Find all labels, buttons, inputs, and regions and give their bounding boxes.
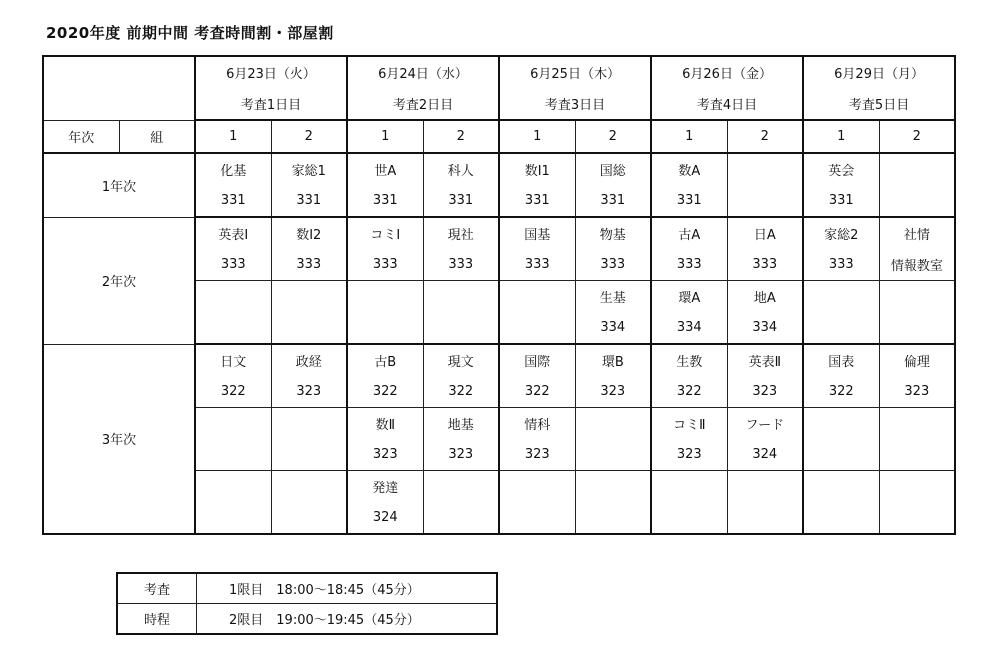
room-cell (195, 502, 271, 534)
subject-cell (727, 153, 803, 185)
subject-cell (347, 281, 423, 313)
room-cell (879, 439, 955, 471)
room-cell: 323 (499, 439, 575, 471)
subject-cell: 家総1 (271, 153, 347, 185)
subject-cell: 化基 (195, 153, 271, 185)
day-label: 考査5日目 (803, 88, 955, 120)
room-cell (879, 185, 955, 217)
room-cell: 324 (347, 502, 423, 534)
room-cell (423, 502, 499, 534)
year-header: 年次 (43, 120, 119, 153)
room-cell: 322 (499, 376, 575, 408)
subject-cell (271, 471, 347, 503)
schedule-label-bottom: 時程 (117, 604, 197, 635)
grade-label: 1年次 (43, 153, 195, 217)
room-cell: 323 (651, 439, 727, 471)
subject-cell (195, 471, 271, 503)
subject-cell: 情科 (499, 408, 575, 440)
room-cell: 333 (195, 249, 271, 281)
subject-cell (575, 408, 651, 440)
room-cell: 333 (499, 249, 575, 281)
room-cell (499, 312, 575, 344)
room-cell: 323 (727, 376, 803, 408)
class-number: 1 (347, 120, 423, 153)
grade-label: 3年次 (43, 344, 195, 534)
subject-cell: 英表Ⅱ (727, 344, 803, 376)
room-cell: 334 (727, 312, 803, 344)
subject-cell (879, 471, 955, 503)
grade-label: 2年次 (43, 217, 195, 344)
room-cell: 322 (347, 376, 423, 408)
room-cell: 333 (727, 249, 803, 281)
room-cell: 331 (575, 185, 651, 217)
room-cell: 334 (651, 312, 727, 344)
subject-cell: 英表Ⅰ (195, 217, 271, 249)
room-cell (803, 439, 879, 471)
subject-cell: 古B (347, 344, 423, 376)
corner-cell (43, 56, 195, 120)
class-header: 組 (119, 120, 195, 153)
room-cell (575, 439, 651, 471)
subject-cell: 発達 (347, 471, 423, 503)
subject-cell: 数Ⅰ2 (271, 217, 347, 249)
class-number: 2 (727, 120, 803, 153)
room-cell (271, 439, 347, 471)
day-label: 考査3日目 (499, 88, 651, 120)
day-label: 考査1日目 (195, 88, 347, 120)
subject-cell (271, 408, 347, 440)
class-number: 2 (271, 120, 347, 153)
subject-cell (271, 281, 347, 313)
room-cell (651, 502, 727, 534)
room-cell (195, 312, 271, 344)
room-cell: 323 (347, 439, 423, 471)
subject-cell (195, 408, 271, 440)
room-cell: 333 (575, 249, 651, 281)
timetable (42, 55, 956, 535)
subject-cell (803, 408, 879, 440)
subject-cell (195, 281, 271, 313)
room-cell (195, 439, 271, 471)
room-cell (347, 312, 423, 344)
subject-cell: フード (727, 408, 803, 440)
subject-cell (423, 281, 499, 313)
room-cell: 322 (195, 376, 271, 408)
room-cell: 333 (651, 249, 727, 281)
subject-cell (879, 408, 955, 440)
subject-cell: 国表 (803, 344, 879, 376)
room-cell: 331 (499, 185, 575, 217)
room-cell: 322 (423, 376, 499, 408)
subject-cell: 環B (575, 344, 651, 376)
room-cell: 323 (423, 439, 499, 471)
subject-cell (499, 471, 575, 503)
room-cell (499, 502, 575, 534)
period-2: 2限目 19:00～19:45（45分） (197, 604, 498, 635)
day-label: 考査2日目 (347, 88, 499, 120)
room-cell: 331 (271, 185, 347, 217)
subject-cell: 日文 (195, 344, 271, 376)
room-cell: 情報教室 (879, 249, 955, 281)
schedule-label-top: 考査 (117, 573, 197, 604)
room-cell: 331 (803, 185, 879, 217)
class-number: 1 (651, 120, 727, 153)
subject-cell: 家総2 (803, 217, 879, 249)
subject-cell (423, 471, 499, 503)
class-number: 2 (423, 120, 499, 153)
room-cell: 331 (347, 185, 423, 217)
subject-cell (575, 471, 651, 503)
room-cell: 323 (271, 376, 347, 408)
room-cell: 331 (651, 185, 727, 217)
room-cell: 334 (575, 312, 651, 344)
subject-cell: 数Ⅱ (347, 408, 423, 440)
room-cell: 323 (879, 376, 955, 408)
subject-cell (879, 153, 955, 185)
subject-cell: 現社 (423, 217, 499, 249)
subject-cell: コミⅠ (347, 217, 423, 249)
subject-cell (651, 471, 727, 503)
room-cell: 333 (803, 249, 879, 281)
subject-cell: 政経 (271, 344, 347, 376)
subject-cell: 社情 (879, 217, 955, 249)
subject-cell: 日A (727, 217, 803, 249)
subject-cell: 生教 (651, 344, 727, 376)
subject-cell: 生基 (575, 281, 651, 313)
subject-cell: 環A (651, 281, 727, 313)
room-cell: 322 (651, 376, 727, 408)
subject-cell (499, 281, 575, 313)
room-cell (727, 185, 803, 217)
room-cell: 323 (575, 376, 651, 408)
class-number: 1 (195, 120, 271, 153)
subject-cell: 国基 (499, 217, 575, 249)
room-cell (727, 502, 803, 534)
room-cell (879, 312, 955, 344)
room-cell (803, 502, 879, 534)
subject-cell: 地基 (423, 408, 499, 440)
day-date: 6月24日（水） (347, 56, 499, 88)
subject-cell: 国際 (499, 344, 575, 376)
subject-cell: 世A (347, 153, 423, 185)
subject-cell: 科人 (423, 153, 499, 185)
room-cell: 333 (423, 249, 499, 281)
class-number: 1 (803, 120, 879, 153)
subject-cell: 現文 (423, 344, 499, 376)
room-cell (271, 312, 347, 344)
room-cell: 322 (803, 376, 879, 408)
subject-cell: 数Ⅰ1 (499, 153, 575, 185)
subject-cell: 地A (727, 281, 803, 313)
day-label: 考査4日目 (651, 88, 803, 120)
day-date: 6月29日（月） (803, 56, 955, 88)
day-date: 6月26日（金） (651, 56, 803, 88)
room-cell: 333 (271, 249, 347, 281)
period-1: 1限目 18:00～18:45（45分） (197, 573, 498, 604)
page-title: 2020年度 前期中間 考査時間割・部屋割 (46, 24, 334, 42)
room-cell (575, 502, 651, 534)
subject-cell (727, 471, 803, 503)
room-cell: 324 (727, 439, 803, 471)
room-cell (423, 312, 499, 344)
day-date: 6月25日（木） (499, 56, 651, 88)
room-cell: 333 (347, 249, 423, 281)
class-number: 2 (879, 120, 955, 153)
room-cell (879, 502, 955, 534)
subject-cell: 倫理 (879, 344, 955, 376)
subject-cell: 数A (651, 153, 727, 185)
subject-cell: 英会 (803, 153, 879, 185)
room-cell (271, 502, 347, 534)
subject-cell: 国総 (575, 153, 651, 185)
class-number: 1 (499, 120, 575, 153)
subject-cell (803, 471, 879, 503)
room-cell: 331 (423, 185, 499, 217)
subject-cell: 物基 (575, 217, 651, 249)
room-cell (803, 312, 879, 344)
class-number: 2 (575, 120, 651, 153)
exam-schedule (116, 572, 498, 635)
subject-cell: コミⅡ (651, 408, 727, 440)
room-cell: 331 (195, 185, 271, 217)
subject-cell (803, 281, 879, 313)
subject-cell: 古A (651, 217, 727, 249)
subject-cell (879, 281, 955, 313)
day-date: 6月23日（火） (195, 56, 347, 88)
